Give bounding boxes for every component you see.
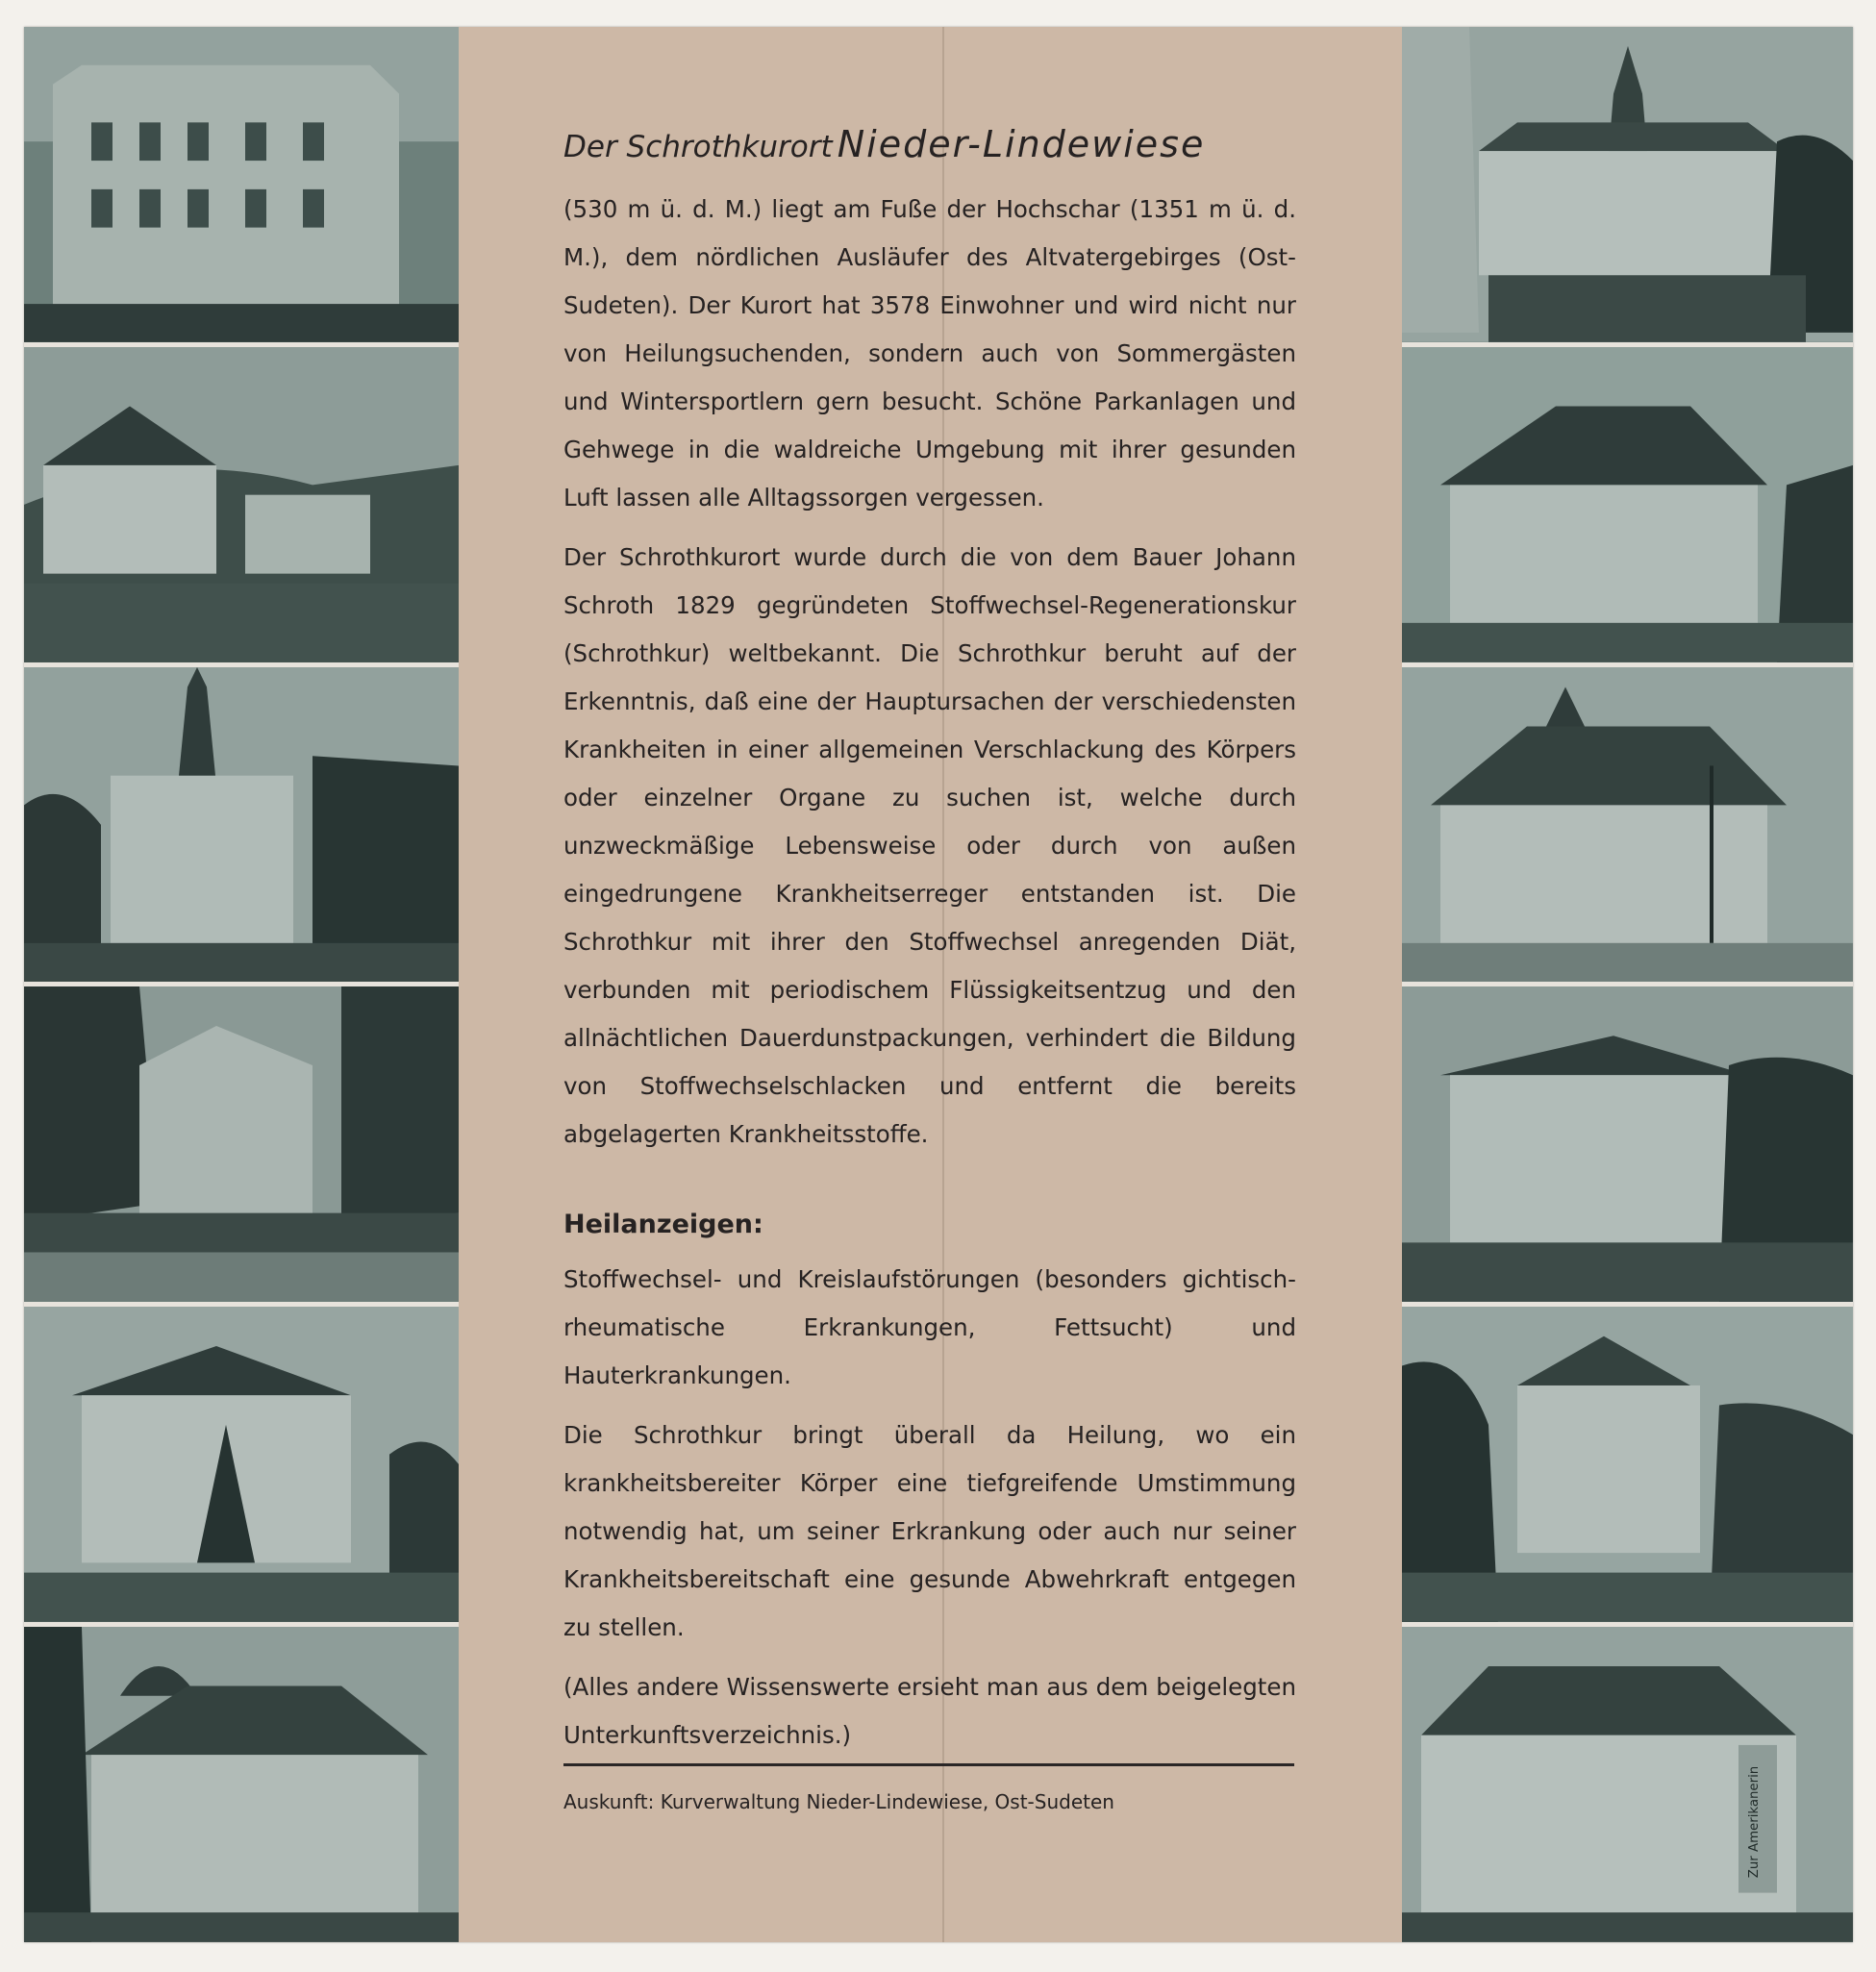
photo-villa-10 xyxy=(1402,1307,1853,1622)
title-place-name: Nieder-Lindewiese xyxy=(837,123,1206,165)
photo-villa-9 xyxy=(1402,986,1853,1302)
left-photo-column xyxy=(24,27,459,1942)
indications-heading: Heilanzeigen: xyxy=(563,1210,763,1239)
photo-villa-2 xyxy=(24,347,459,662)
footer-divider xyxy=(563,1763,1294,1766)
intro-text xyxy=(563,186,1296,1170)
page-title xyxy=(563,123,1294,165)
photo-hotel-zur-amerikanerin xyxy=(1402,1627,1853,1942)
photo-villa-6 xyxy=(24,1627,459,1942)
photo-villa-8 xyxy=(1402,667,1853,983)
photo-villa-3 xyxy=(24,667,459,983)
photo-kurhaus xyxy=(1402,27,1853,342)
photo-villa-4 xyxy=(24,986,459,1302)
photo-villa-7 xyxy=(1402,347,1853,662)
paragraph-further-info: (Alles andere Wissenswerte ersieht man aus dem beigelegten Unterkunftsverzeichnis.) xyxy=(563,1673,1296,1749)
right-photo-column xyxy=(1402,27,1853,1942)
paragraph-indications: Stoffwechsel- und Kreislaufstörungen (besonders gichtisch-rheumatische Erkrankungen, Fettsucht) und Hauterkrankungen. xyxy=(563,1265,1296,1389)
indications-text xyxy=(563,1256,1296,1771)
photo-villa-5 xyxy=(24,1307,459,1622)
paragraph-location: (530 m ü. d. M.) liegt am Fuße der Hochschar (1351 m ü. d. M.), dem nördlichen Ausläufer des Altvatergebirges (Ost-Sudeten). Der Kurort hat 3578 Einwohner und wird nicht nur von Heilungsuchenden, sondern auch von Sommergästen und Wintersportlern gern besucht. Schöne Parkanlagen und Gehwege in die waldreiche Umgebung mit ihrer gesunden Luft lassen alle Alltagssorgen vergessen. xyxy=(563,195,1296,512)
photo-villa-1 xyxy=(24,27,459,342)
paragraph-schrothkur: Der Schrothkurort wurde durch die von dem Bauer Johann Schroth 1829 gegründeten Stoffwechsel-Regenerationskur (Schrothkur) weltbekannt. Die Schrothkur beruht auf der Erkenntnis, daß eine der Hauptursachen der verschiedensten Krankheiten in einer allgemeinen Verschlackung des Körpers oder einzelner Organe zu suchen ist, welche durch unzweckmäßige Lebensweise oder durch von außen eingedrungene Krankheitserreger entstanden ist. Die Schrothkur mit ihrer den Stoffwechsel anregenden Diät, verbunden mit periodischem Flüssigkeitsentzug und den allnächtlichen Dauerdunstpackungen, verhindert die Bildung von Stoffwechselschlacken und entfernt die bereits abgelagerten Krankheitsstoffe. xyxy=(563,543,1296,1148)
title-prefix: Der Schrothkurort xyxy=(563,130,833,164)
hotel-sign-text: Zur Amerikanerin xyxy=(1747,1765,1762,1879)
paragraph-healing: Die Schrothkur bringt überall da Heilung, wo ein krankheitsbereiter Körper eine tiefgreifende Umstimmung notwendig hat, um seiner Erkrankung oder auch nur seiner Krankheitsbereitschaft eine gesunde Abwehrkraft entgegen zu stellen. xyxy=(563,1421,1296,1641)
footer-contact: Auskunft: Kurverwaltung Nieder-Lindewiese, Ost-Sudeten xyxy=(563,1790,1114,1813)
